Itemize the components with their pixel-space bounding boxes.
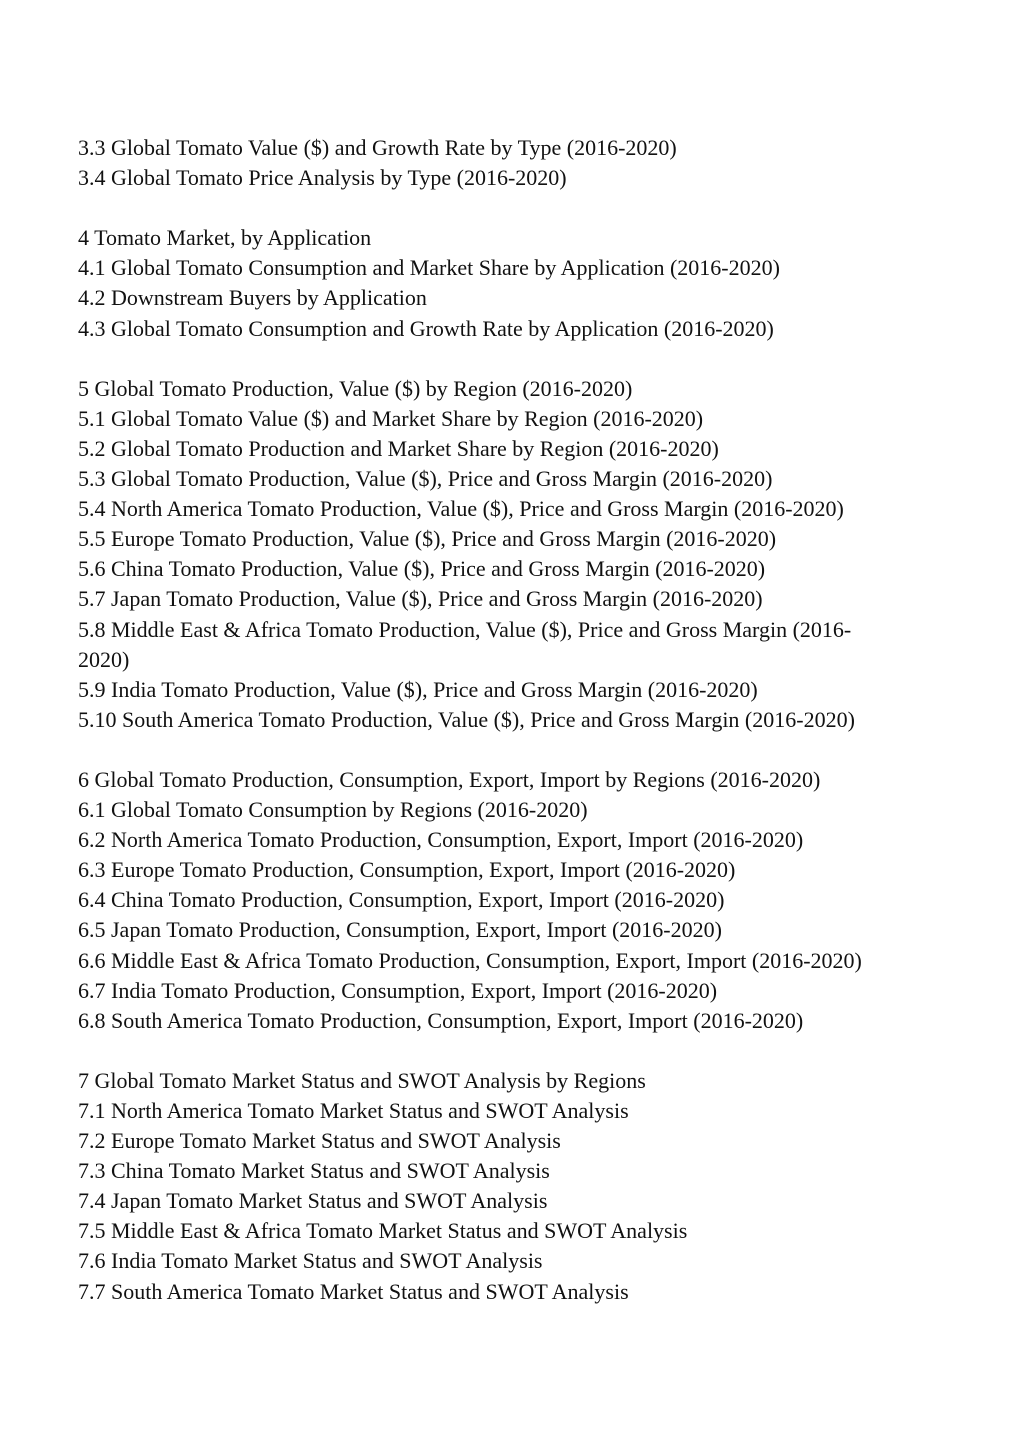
toc-section-6: 6 Global Tomato Production, Consumption, Export, Import by Regions (2016-2020) <box>78 766 821 792</box>
toc-entry-5-5: 5.5 Europe Tomato Production, Value ($), Price and Gross Margin (2016-2020) <box>78 526 777 552</box>
toc-entry-4-3: 4.3 Global Tomato Consumption and Growth Rate by Application (2016-2020) <box>78 315 774 341</box>
toc-entry-6-1: 6.1 Global Tomato Consumption by Regions (2016-2020) <box>78 797 588 823</box>
toc-entry-5-9: 5.9 India Tomato Production, Value ($), Price and Gross Margin (2016-2020) <box>78 676 758 702</box>
toc-entry-6-3: 6.3 Europe Tomato Production, Consumption, Export, Import (2016-2020) <box>78 857 736 883</box>
toc-entry-5-8: 5.8 Middle East & Africa Tomato Production, Value ($), Price and Gross Margin (2016-2020) <box>78 616 852 672</box>
toc-entry-6-7: 6.7 India Tomato Production, Consumption, Export, Import (2016-2020) <box>78 977 718 1003</box>
toc-section-7: 7 Global Tomato Market Status and SWOT Analysis by Regions <box>78 1067 646 1093</box>
section-gap <box>78 735 978 765</box>
section-gap <box>78 1036 978 1066</box>
toc-entry-4-2: 4.2 Downstream Buyers by Application <box>78 285 427 311</box>
toc-entry-5-6: 5.6 China Tomato Production, Value ($), Price and Gross Margin (2016-2020) <box>78 556 766 582</box>
toc-entry-5-10: 5.10 South America Tomato Production, Value ($), Price and Gross Margin (2016-2020) <box>78 706 855 732</box>
toc-entry-5-4: 5.4 North America Tomato Production, Value ($), Price and Gross Margin (2016-2020) <box>78 496 844 522</box>
toc-section-5: 5 Global Tomato Production, Value ($) by Region (2016-2020) <box>78 375 633 401</box>
toc-entry-6-6: 6.6 Middle East & Africa Tomato Production, Consumption, Export, Import (2016-2020) <box>78 947 862 973</box>
toc-entry-6-5: 6.5 Japan Tomato Production, Consumption, Export, Import (2016-2020) <box>78 917 722 943</box>
toc-entry-4-1: 4.1 Global Tomato Consumption and Market Share by Application (2016-2020) <box>78 255 780 281</box>
toc-section-4: 4 Tomato Market, by Application <box>78 225 372 251</box>
toc-entry-7-7: 7.7 South America Tomato Market Status and SWOT Analysis <box>78 1278 629 1304</box>
toc-entry-6-2: 6.2 North America Tomato Production, Consumption, Export, Import (2016-2020) <box>78 827 804 853</box>
toc-entry-7-2: 7.2 Europe Tomato Market Status and SWOT Analysis <box>78 1128 561 1154</box>
section-gap <box>78 193 978 223</box>
toc-entry-7-5: 7.5 Middle East & Africa Tomato Market Status and SWOT Analysis <box>78 1218 688 1244</box>
table-of-contents <box>78 133 978 1307</box>
section-gap <box>78 344 978 374</box>
toc-entry-7-1: 7.1 North America Tomato Market Status and SWOT Analysis <box>78 1098 629 1123</box>
toc-entry-5-2: 5.2 Global Tomato Production and Market Share by Region (2016-2020) <box>78 435 719 461</box>
toc-entry-6-8: 6.8 South America Tomato Production, Consumption, Export, Import (2016-2020) <box>78 1007 804 1033</box>
toc-entry-7-6: 7.6 India Tomato Market Status and SWOT Analysis <box>78 1248 543 1274</box>
toc-entry-7-3: 7.3 China Tomato Market Status and SWOT Analysis <box>78 1158 550 1184</box>
toc-entry-6-4: 6.4 China Tomato Production, Consumption, Export, Import (2016-2020) <box>78 887 725 913</box>
toc-entry-5-1: 5.1 Global Tomato Value ($) and Market Share by Region (2016-2020) <box>78 405 704 431</box>
toc-entry-3-4: 3.4 Global Tomato Price Analysis by Type (2016-2020) <box>78 165 567 191</box>
toc-entry-7-4: 7.4 Japan Tomato Market Status and SWOT Analysis <box>78 1188 548 1214</box>
toc-entry-5-7: 5.7 Japan Tomato Production, Value ($), Price and Gross Margin (2016-2020) <box>78 586 763 612</box>
toc-entry-3-3: 3.3 Global Tomato Value ($) and Growth Rate by Type (2016-2020) <box>78 135 677 160</box>
toc-entry-5-3: 5.3 Global Tomato Production, Value ($), Price and Gross Margin (2016-2020) <box>78 466 773 492</box>
